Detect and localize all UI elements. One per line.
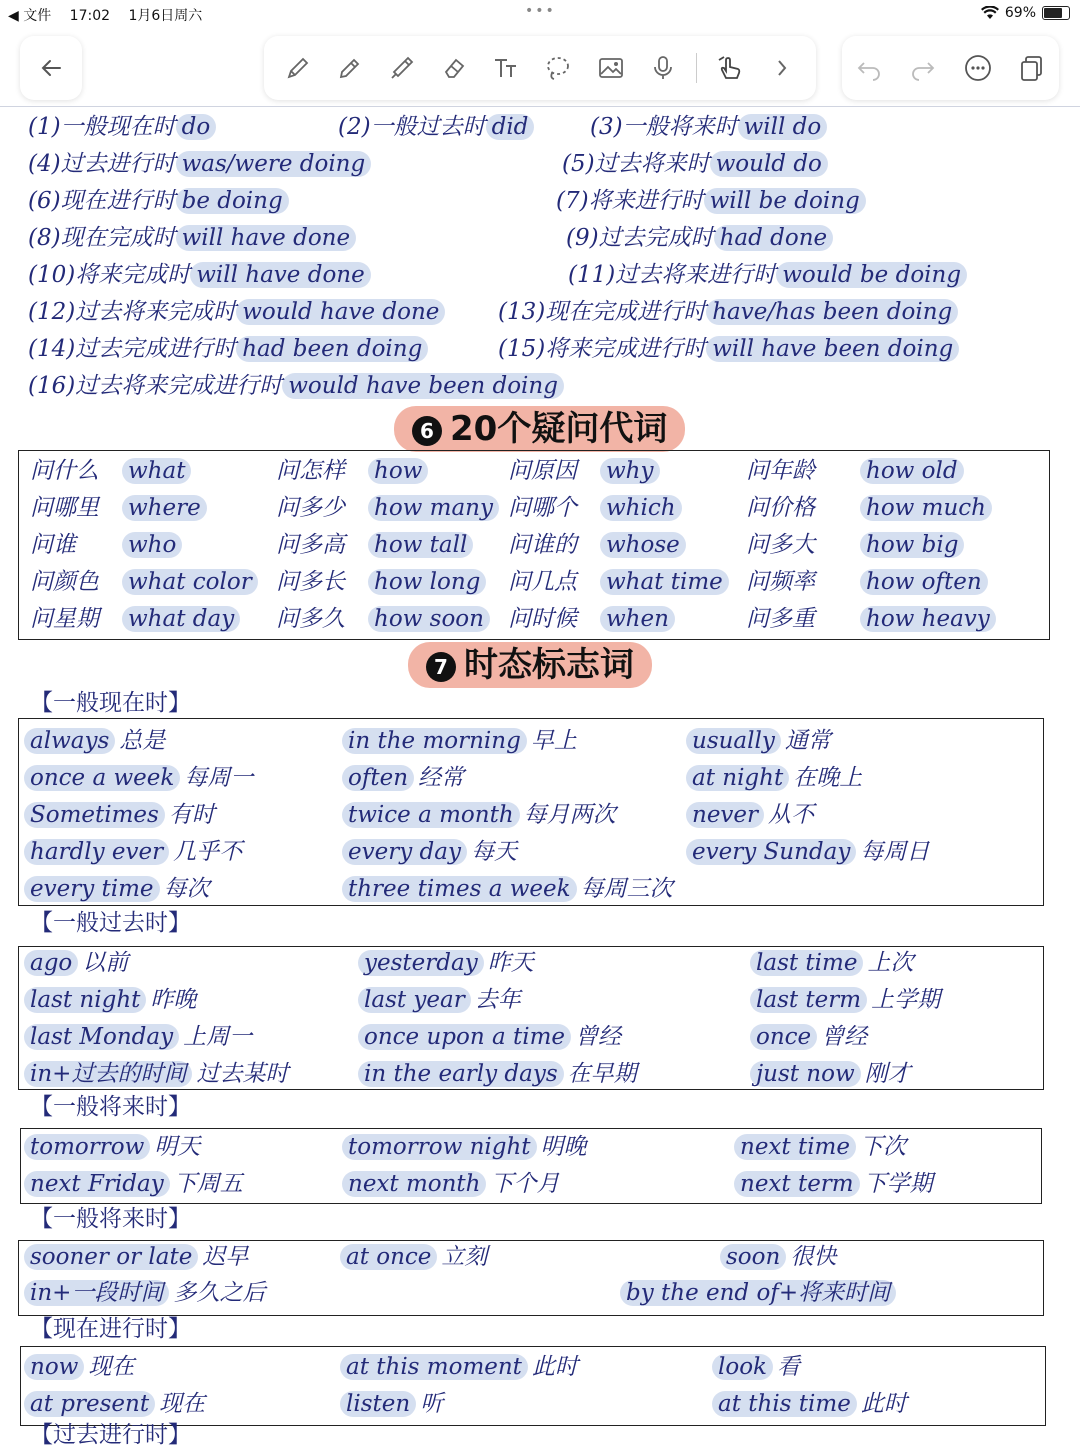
status-bar [0,0,1080,26]
multitask-dots-icon[interactable]: ••• [525,3,556,19]
question-word-cn: 问怎样 [276,458,345,484]
tense-item [338,112,534,142]
time-marker-item [24,837,242,867]
time-marker-item-cn: 现在 [88,1354,135,1380]
time-marker-item-cn: 去年 [474,987,521,1013]
question-word-en [122,567,258,597]
tense-item [28,371,564,401]
time-marker-item [340,1389,443,1419]
time-marker-item [342,1132,587,1162]
question-word-item [746,456,815,486]
touch-icon[interactable] [711,49,749,87]
question-word-en-text: what time [600,569,729,595]
time-marker-item-en: last night [24,987,146,1013]
group-title: 【过去进行时】 [30,1422,191,1448]
group-title: 【一般将来时】 [30,1206,191,1232]
question-word-en-text: what color [122,569,258,595]
question-word-cn: 问哪个 [508,495,577,521]
time-marker-item [24,1352,134,1382]
tense-item-cn: (8)现在完成时 [28,225,176,251]
tense-item-cn: (6)现在进行时 [28,188,176,214]
question-word-item [746,567,815,597]
question-word-item [276,604,345,634]
time-marker-item-cn: 明晚 [540,1134,587,1160]
time-marker-item-cn: 下个月 [490,1171,560,1197]
question-word-item [746,493,815,523]
image-icon[interactable] [592,49,630,87]
group-title: 【一般将来时】 [30,1094,191,1120]
group-title: 【现在进行时】 [30,1316,191,1342]
question-word-en [600,567,729,597]
question-word-en [600,604,675,634]
time-marker-item-cn: 上次 [867,950,914,976]
question-word-en [368,493,499,523]
tense-item-cn: (12)过去将来完成时 [28,299,237,325]
question-word-cn: 问谁 [30,532,76,558]
time-marker-item-en: yesterday [358,950,484,976]
question-word-item [30,530,76,560]
time-marker-item-cn: 从不 [768,802,815,828]
eraser-icon[interactable] [435,49,473,87]
time-marker-item-en: every day [342,839,467,865]
question-word-en-text: how soon [368,606,490,632]
tense-item [498,297,958,327]
time-marker-item-cn: 过去某时 [196,1061,289,1087]
tense-item-cn: (3)一般将来时 [590,114,738,140]
question-word-en [122,456,191,486]
time-marker-item [24,1132,200,1162]
time-marker-item [686,837,929,867]
tense-item [28,260,371,290]
time-marker-item [620,1278,900,1308]
tense-item-cn: (16)过去将来完成进行时 [28,373,283,399]
tense-item-en: will have done [176,225,357,251]
question-word-item [30,567,99,597]
time-marker-item-en: at night [686,765,789,791]
question-word-en-text: how big [860,532,964,558]
time-marker-item-en: tomorrow [24,1134,150,1160]
time-marker-item [24,800,215,830]
time-marker-item-en: by the end of+将来时间 [620,1280,896,1306]
time-marker-item [24,1278,265,1308]
section-title-time-markers-number: 7 [426,652,456,682]
time-marker-item-cn: 上周一 [183,1024,253,1050]
question-word-cn: 问年龄 [746,458,815,484]
time-marker-item [24,1059,288,1089]
time-marker-item [342,800,616,830]
time-marker-item-cn: 下学期 [863,1171,933,1197]
tense-item [28,186,289,216]
time-marker-item [24,726,165,756]
time-marker-item-en: at this time [712,1391,857,1417]
toolbar [0,36,1080,102]
time-marker-item-cn: 在早期 [567,1061,637,1087]
tense-item-cn: (2)一般过去时 [338,114,486,140]
question-word-en [368,604,490,634]
time-marker-item [340,1242,487,1272]
question-word-item [508,493,577,523]
mic-icon[interactable] [644,49,682,87]
time-marker-item [734,1132,906,1162]
time-marker-item-en: next term [734,1171,860,1197]
section-title-question-words-text: 20个疑问代词 [450,409,668,449]
question-word-cn: 问多久 [276,606,345,632]
tense-item [566,223,833,253]
time-marker-item [24,1389,205,1419]
tense-item-cn: (7)将来进行时 [556,188,704,214]
time-marker-item-cn: 每周日 [860,839,930,865]
tense-item [562,149,828,179]
toolbar-divider [0,106,1080,107]
chevron-right-icon[interactable] [763,49,801,87]
time-marker-item [750,948,913,978]
time-marker-item-cn: 几乎不 [173,839,243,865]
question-word-item [508,530,577,560]
time-marker-item [24,1242,248,1272]
time-marker-item-en: last Monday [24,1024,179,1050]
time-marker-item-cn: 此时 [860,1391,907,1417]
time-marker-item-cn: 每月两次 [523,802,616,828]
question-word-en-text: which [600,495,682,521]
time-marker-item-cn: 通常 [784,728,831,754]
tense-item-en: would have been doing [282,373,564,399]
question-word-cn: 问多少 [276,495,345,521]
question-word-item [30,456,99,486]
pencil-icon[interactable] [331,49,369,87]
time-marker-item-cn: 总是 [119,728,166,754]
tense-item-en: would have done [236,299,445,325]
pen-icon[interactable] [279,49,317,87]
time-marker-item-en: always [24,728,115,754]
question-word-cn: 问几点 [508,569,577,595]
question-word-en-text: how much [860,495,992,521]
time-marker-item-cn: 听 [420,1391,444,1417]
time-marker-item-en: now [24,1354,84,1380]
tense-item-cn: (14)过去完成进行时 [28,336,237,362]
battery-icon [1042,6,1070,20]
tense-item-cn: (13)现在完成进行时 [498,299,707,325]
question-word-en-text: how tall [368,532,473,558]
lasso-icon[interactable] [539,49,577,87]
tense-item-en: will do [738,114,828,140]
time-marker-item [24,985,196,1015]
group-title: 【一般过去时】 [30,910,191,936]
question-word-item [30,493,99,523]
question-word-en-text: where [122,495,207,521]
toolbar-separator [696,53,697,83]
question-word-en-text: how heavy [860,606,996,632]
question-word-en-text: how [368,458,428,484]
time-marker-item [342,1169,559,1199]
question-word-item [30,604,99,634]
time-marker-item [342,763,464,793]
question-word-cn: 问价格 [746,495,815,521]
tense-item [28,112,216,142]
time-marker-item-cn: 很快 [790,1244,837,1270]
tense-item-cn: (9)过去完成时 [566,225,714,251]
time-marker-item-en: in+一段时间 [24,1280,169,1306]
question-word-en [368,530,473,560]
time-marker-item [358,948,534,978]
time-marker-item-en: at present [24,1391,155,1417]
time-marker-item [712,1389,907,1419]
question-word-cn: 问哪里 [30,495,99,521]
time-marker-item-en: soon [720,1244,786,1270]
question-word-en-text: what [122,458,191,484]
time-marker-item-cn: 下次 [859,1134,906,1160]
time-marker-item-cn: 曾经 [575,1024,622,1050]
time-marker-item [750,1022,867,1052]
time-marker-item-cn: 立刻 [441,1244,488,1270]
question-word-cn: 问多重 [746,606,815,632]
time-marker-item-en: sooner or late [24,1244,198,1270]
question-word-en [860,567,988,597]
back-to-app[interactable]: ◀ 文件 [8,8,52,24]
tense-item-en: had done [714,225,834,251]
question-word-cn: 问谁的 [508,532,577,558]
time-marker-item-en: every time [24,876,160,902]
question-word-en [368,567,486,597]
time-marker-item-en: every Sunday [686,839,856,865]
question-word-en-text: who [122,532,182,558]
time-marker-item-en: twice a month [342,802,520,828]
action-palette [842,36,1059,100]
section-title-time-markers [408,642,652,688]
time-marker-item-cn: 每天 [470,839,517,865]
time-marker-item [686,763,862,793]
time-marker-item-cn: 昨晚 [150,987,197,1013]
section-title-time-markers-text: 时态标志词 [464,645,634,685]
time-marker-item [720,1242,836,1272]
question-word-en-text: how often [860,569,988,595]
question-word-en-text: when [600,606,675,632]
question-word-en-text: whose [600,532,686,558]
time-marker-item-en: next time [734,1134,856,1160]
time-marker-item-en: next Friday [24,1171,170,1197]
question-word-cn: 问什么 [30,458,99,484]
question-word-cn: 问多高 [276,532,345,558]
time-marker-item [734,1169,933,1199]
time-marker-item [358,1059,637,1089]
time-marker-item-en: in+过去的时间 [24,1061,192,1087]
time-marker-item [342,837,517,867]
time-marker-item [750,1059,911,1089]
time-marker-item-cn: 每周一 [184,765,254,791]
status-date: 1月6日周六 [128,8,203,24]
question-word-item [508,567,577,597]
tense-item [28,297,445,327]
time-marker-item-cn: 每周三次 [580,876,673,902]
question-word-cn: 问多长 [276,569,345,595]
time-marker-item [712,1352,800,1382]
status-time: 17:02 [69,8,111,24]
battery-percent: 69% [1004,5,1036,21]
tense-item-en: be doing [176,188,289,214]
tense-item-cn: (15)将来完成进行时 [498,336,707,362]
question-word-en [600,493,682,523]
time-marker-item [24,1169,243,1199]
tense-item [28,334,428,364]
time-marker-item-cn: 刚才 [864,1061,911,1087]
question-word-en [860,493,992,523]
time-marker-item-cn: 迟早 [202,1244,249,1270]
tense-item-cn: (10)将来完成时 [28,262,191,288]
tense-item-en: will have been doing [706,336,959,362]
time-marker-item-en: last time [750,950,863,976]
question-word-en [122,530,182,560]
tense-item [28,149,371,179]
time-marker-item-en: never [686,802,764,828]
tense-item-cn: (5)过去将来时 [562,151,710,177]
question-word-en-text: what day [122,606,240,632]
time-marker-item-cn: 多久之后 [173,1280,266,1306]
time-marker-item-en: Sometimes [24,802,165,828]
time-marker-item [686,726,831,756]
question-word-en [368,456,428,486]
time-marker-item-en: next month [342,1171,486,1197]
question-word-cn: 问颜色 [30,569,99,595]
tense-item-en: will be doing [704,188,866,214]
question-word-en-text: why [600,458,660,484]
time-marker-item-en: three times a week [342,876,577,902]
time-marker-item-en: tomorrow night [342,1134,537,1160]
time-marker-item-cn: 每次 [163,876,210,902]
time-marker-item [358,985,521,1015]
time-marker-item [24,874,210,904]
time-marker-item-en: in the early days [358,1061,564,1087]
question-word-item [276,567,345,597]
time-marker-item-cn: 有时 [168,802,215,828]
tense-item-en: had been doing [236,336,428,362]
tool-palette [264,36,816,100]
question-word-en-text: how long [368,569,486,595]
time-marker-item [24,948,128,978]
time-marker-item-en: last year [358,987,471,1013]
tense-item-en: did [486,114,535,140]
time-marker-item-en: look [712,1354,773,1380]
tense-item [498,334,959,364]
question-word-cn: 问多大 [746,532,815,558]
section-title-question-words-number: 6 [412,416,442,446]
time-marker-item-en: listen [340,1391,416,1417]
time-marker-item-cn: 早上 [530,728,577,754]
time-marker-item [342,726,577,756]
time-marker-item-cn: 以前 [82,950,129,976]
question-word-item [508,604,577,634]
time-marker-item-en: once upon a time [358,1024,571,1050]
tense-item-cn: (1)一般现在时 [28,114,176,140]
question-word-item [746,530,815,560]
question-word-item [276,530,345,560]
time-marker-item-en: once a week [24,765,180,791]
time-marker-item [686,800,814,830]
question-word-en-text: how many [368,495,499,521]
question-word-cn: 问时候 [508,606,577,632]
tense-item [556,186,866,216]
question-word-cn: 问频率 [746,569,815,595]
question-word-en [860,530,964,560]
time-marker-item-cn: 曾经 [821,1024,868,1050]
time-marker-item-en: often [342,765,414,791]
tense-item-en: would do [710,151,828,177]
tense-item [568,260,967,290]
question-word-item [746,604,815,634]
time-marker-item-en: usually [686,728,781,754]
time-marker-item-cn: 此时 [531,1354,578,1380]
tense-item-en: do [176,114,217,140]
time-marker-item-en: just now [750,1061,861,1087]
question-word-en [860,604,996,634]
group-title: 【一般现在时】 [30,690,191,716]
time-marker-item [24,1022,252,1052]
time-marker-item [750,985,940,1015]
time-marker-item [358,1022,621,1052]
time-marker-item-cn: 上学期 [871,987,941,1013]
question-word-item [276,456,345,486]
time-marker-item-en: ago [24,950,78,976]
wifi-icon [981,6,999,20]
time-marker-item-en: in the morning [342,728,527,754]
question-word-en-text: how old [860,458,964,484]
time-marker-item-en: at this moment [340,1354,528,1380]
question-word-item [508,456,577,486]
time-marker-item-cn: 昨天 [487,950,534,976]
time-marker-item-cn: 下周五 [173,1171,243,1197]
time-marker-item [340,1352,578,1382]
time-marker-item-cn: 明天 [154,1134,201,1160]
more-icon[interactable] [959,49,997,87]
tense-item-en: have/has been doing [706,299,958,325]
question-word-cn: 问原因 [508,458,577,484]
time-marker-item-cn: 在晚上 [793,765,863,791]
time-marker-item-en: at once [340,1244,437,1270]
tense-item [590,112,827,142]
time-marker-item-cn: 经常 [418,765,465,791]
redo-icon[interactable] [904,49,942,87]
section-title-question-words [394,406,685,452]
time-marker-item-en: last term [750,987,867,1013]
tense-item-en: would be doing [776,262,967,288]
tense-item-en: was/were doing [176,151,372,177]
time-marker-item [24,763,253,793]
time-marker-item-cn: 看 [777,1354,800,1380]
question-word-en [600,530,686,560]
tense-item [28,223,356,253]
highlighter-icon[interactable] [383,49,421,87]
question-word-en [122,493,207,523]
time-marker-item [342,874,673,904]
back-button[interactable] [20,36,82,100]
question-word-en [122,604,240,634]
time-marker-item-cn: 现在 [159,1391,206,1417]
question-word-item [276,493,345,523]
time-marker-item-en: hardly ever [24,839,169,865]
pages-icon[interactable] [1013,49,1051,87]
tense-item-en: will have done [190,262,371,288]
tense-item-cn: (4)过去进行时 [28,151,176,177]
question-word-en [600,456,660,486]
undo-icon[interactable] [850,49,888,87]
text-tool-icon[interactable] [487,49,525,87]
question-word-en [860,456,964,486]
tense-item-cn: (11)过去将来进行时 [568,262,777,288]
question-word-cn: 问星期 [30,606,99,632]
time-marker-item-en: once [750,1024,817,1050]
arrow-left-icon [38,55,64,81]
